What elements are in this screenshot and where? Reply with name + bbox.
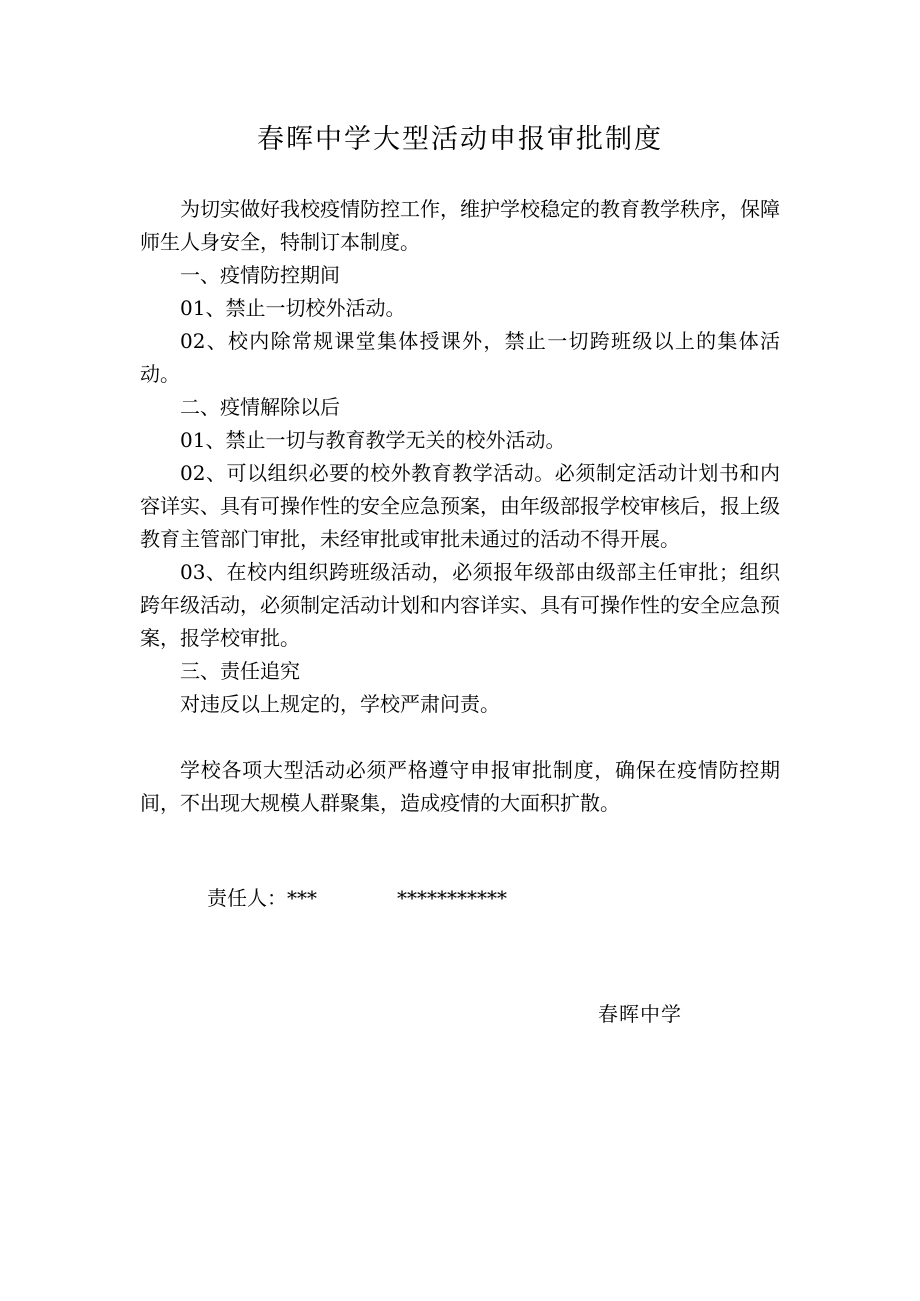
responsible-person-line: [207, 882, 507, 915]
rule-2-1: 01、禁止一切与教育教学无关的校外活动。: [180, 428, 566, 452]
rule-1-1: 01、禁止一切校外活动。: [180, 296, 406, 320]
signature-school-name: 春晖中学: [598, 1002, 682, 1026]
document-body: [140, 193, 780, 820]
responsible-person-label: 责任人：***: [207, 886, 317, 910]
paragraph-gap: [140, 721, 780, 754]
document-title: 春晖中学大型活动申报审批制度: [257, 124, 663, 155]
section-heading-accountability: 三、责任追究: [180, 659, 300, 683]
section-heading-epidemic-period: 一、疫情防控期间: [180, 263, 340, 287]
closing-paragraph: 学校各项大型活动必须严格遵守申报审批制度，确保在疫情防控期间，不出现大规模人群聚集，造成疫情的大面积扩散。: [140, 758, 780, 815]
rule-3-1: 对违反以上规定的，学校严肃问责。: [180, 692, 500, 716]
section-heading-after-epidemic: 二、疫情解除以后: [180, 395, 340, 419]
responsible-person-contact: ***********: [397, 886, 507, 910]
rule-2-3: 03、在校内组织跨班级活动，必须报年级部由级部主任审批；组织跨年级活动，必须制定活动计划和内容详实、具有可操作性的安全应急预案，报学校审批。: [140, 560, 780, 650]
rule-1-2: 02、校内除常规课堂集体授课外，禁止一切跨班级以上的集体活动。: [140, 329, 780, 386]
paragraph-intro: 为切实做好我校疫情防控工作，维护学校稳定的教育教学秩序，保障师生人身安全，特制订本制度。: [140, 197, 780, 254]
rule-2-2: 02、可以组织必要的校外教育教学活动。必须制定活动计划书和内容详实、具有可操作性的安全应急预案，由年级部报学校审核后，报上级教育主管部门审批，未经审批或审批未通过的活动不得开展。: [140, 461, 780, 551]
